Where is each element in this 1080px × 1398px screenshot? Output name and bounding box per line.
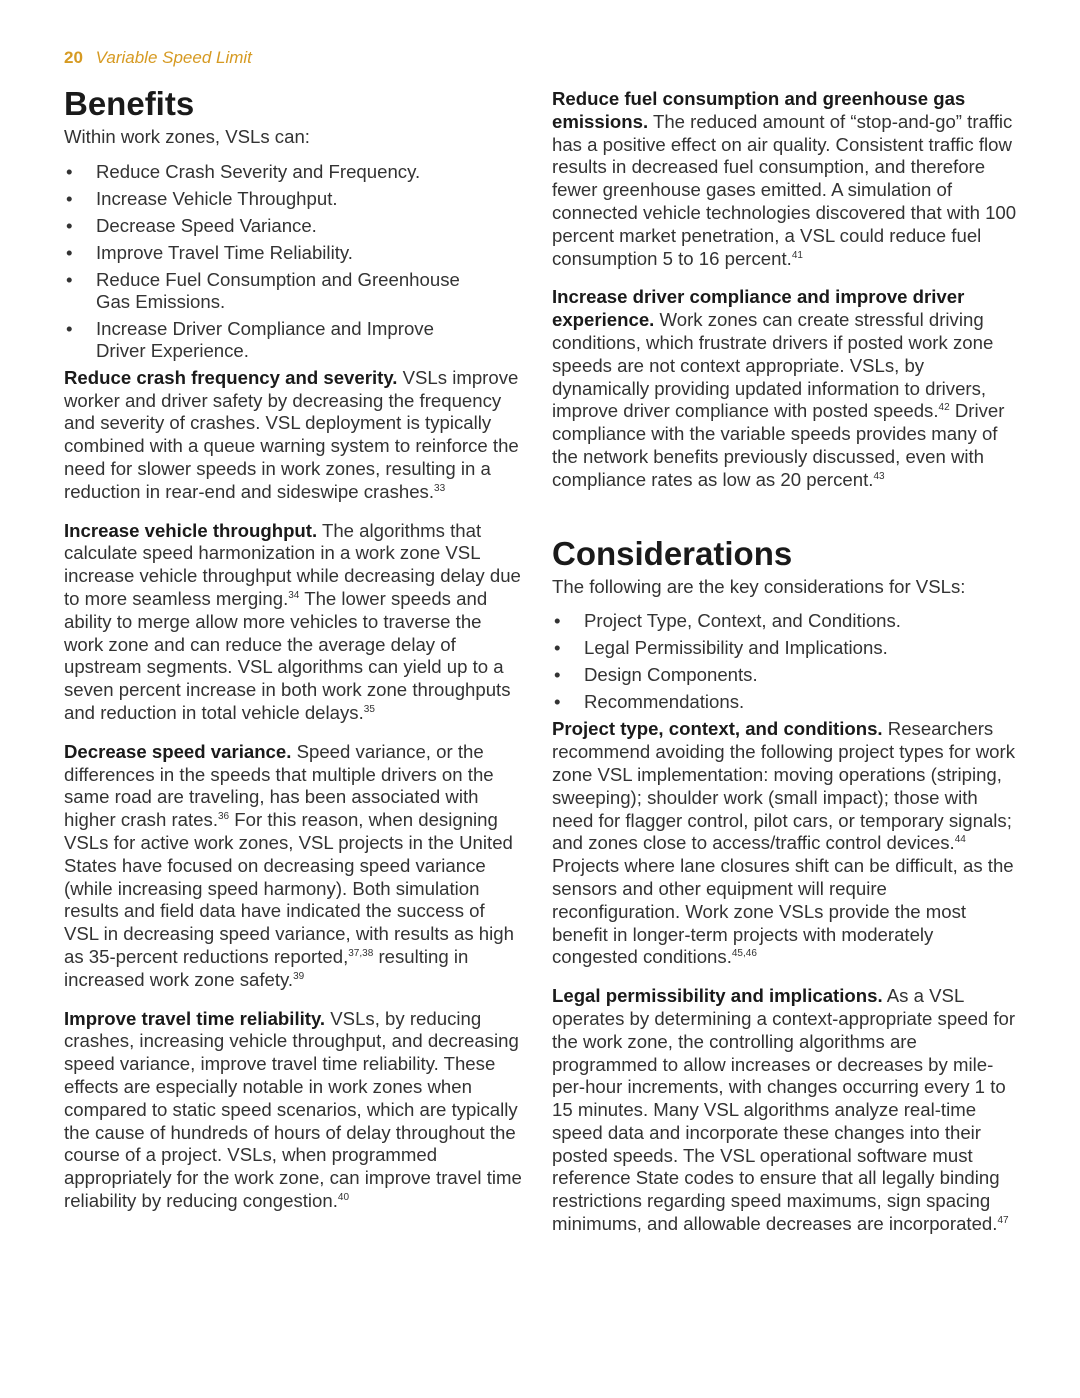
page-number: 20 — [64, 48, 83, 67]
fuel-lead: Reduce fuel consumption and greenhouse gas emissions. — [552, 88, 966, 132]
footnote-ref: 42 — [938, 402, 950, 414]
bullet-icon: • — [66, 160, 73, 182]
list-item: • Decrease Speed Variance. — [66, 214, 317, 236]
bullet-icon: • — [66, 317, 73, 339]
crash-paragraph: Reduce crash frequency and severity. VSLs improve worker and driver safety by decreasing the frequency and severity of crashes. VSL deployment is typically combined with a queue warning system to reinforce the need for slower speeds in work zones, resulting in a reduction in rear-end and sideswipe crashes.$^{33}$ — [64, 366, 519, 502]
list-item: • Reduce Fuel Consumption and Greenhouse Gas Emissions. — [66, 268, 460, 312]
legal-paragraph: Legal permissibility and implications. As a VSL operates by determining a context-appropriate speed for the work zone, the controlling algorithms are programmed to allow increases or decreases by mile-per-hour increments, with changes occurring every 1 to 15 minutes. Many VSL algorithms analyze real-time speed data and incorporate these changes into their posted speeds. The VSL operational software must reference State codes to ensure that all legally binding restrictions regarding speed maximums, sign spacing minimums, and allowable decreases are incorporated.$^{47}$ — [552, 985, 1016, 1235]
crash-lead: Reduce crash frequency and severity. — [64, 366, 398, 388]
reliability-lead: Improve travel time reliability. — [64, 1007, 326, 1029]
throughput-paragraph: Increase vehicle throughput. The algorithms that calculate speed harmonization in a work zone VSL increase vehicle throughput while decreasing delay due to more seamless merging.$^{34}$ The lower speeds and ability to merge allow more vehicles to traverse the work zone and can reduce the average delay of upstream segments. VSL algorithms can yield up to a seven percent increase in both work zone throughputs and reduction in total vehicle delays.$^{35}$ — [64, 519, 521, 723]
footnote-ref: 47 — [997, 1214, 1009, 1226]
variance-lead: Decrease speed variance. — [64, 740, 292, 762]
project-lead: Project type, context, and conditions. — [552, 718, 883, 740]
considerations-bullet-list — [552, 610, 1018, 713]
compliance-paragraph: Increase driver compliance and improve driver experience. Work zones can create stressful driving conditions, which frustrate drivers if posted work zone speeds are not context appropriate. VSLs, by dynamically providing updated information to drivers, improve driver compliance with posted speeds.$^{42}$ Driver compliance with the variable speeds provides many of the network benefits previously discussed, even with compliance rates as low as 20 percent.$^{43}$ — [552, 286, 1005, 490]
running-title: Variable Speed Limit — [95, 48, 252, 67]
compliance-lead: Increase driver compliance and improve driver experience. — [552, 286, 965, 331]
bullet-icon: • — [554, 637, 561, 659]
bullet-icon: • — [66, 268, 73, 290]
list-item: • Legal Permissibility and Implications. — [554, 637, 888, 659]
list-item: • Improve Travel Time Reliability. — [66, 241, 353, 263]
bullet-icon: • — [66, 214, 73, 236]
list-item: • Project Type, Context, and Conditions. — [554, 610, 901, 632]
list-item: • Increase Driver Compliance and Improve Driver Experience. — [66, 317, 434, 361]
throughput-lead: Increase vehicle throughput. — [64, 519, 318, 541]
running-header — [64, 46, 252, 70]
bullet-icon: • — [554, 664, 561, 686]
legal-lead: Legal permissibility and implications. — [552, 985, 883, 1007]
footnote-ref: 44 — [954, 834, 966, 846]
bullet-icon: • — [554, 691, 561, 713]
footnote-ref: 37,38 — [348, 947, 374, 959]
benefits-heading: Benefits — [64, 85, 195, 122]
list-item: • Design Components. — [554, 664, 758, 686]
fuel-paragraph: Reduce fuel consumption and greenhouse gas emissions. The reduced amount of “stop-and-go” traffic has a positive effect on air quality. Consistent traffic flow results in decreased fuel consumption, and therefore fewer greenhouse gases emitted. A simulation of connected vehicle technologies discovered that with 100 percent market penetration, a VSL could reduce fuel consumption 5 to 16 percent.$^{41}$ — [552, 88, 1017, 269]
considerations-section — [552, 534, 1018, 1236]
footnote-ref: 36 — [218, 810, 230, 822]
footnote-ref: 41 — [791, 249, 803, 261]
footnote-ref: 43 — [873, 470, 885, 482]
footnote-ref: 33 — [434, 482, 446, 494]
footnote-ref: 34 — [288, 589, 300, 601]
list-item: • Recommendations. — [554, 691, 745, 713]
considerations-intro: The following are the key considerations for VSLs: — [552, 575, 966, 597]
bullet-icon: • — [66, 187, 73, 209]
footnote-ref: 39 — [293, 970, 305, 982]
project-paragraph: Project type, context, and conditions. Researchers recommend avoiding the following project types for work zone VSL implementation: moving operations (striping, sweeping); shoulder work (small impact); those with need for flagger control, pilot cars, or temporary signals; and zones close to access/traffic control devices.$^{44}$ Projects where lane closures shift can be difficult, as the sensors and other equipment will require reconfiguration. Work zone VSLs provide the most benefit in longer-term projects with moderately congested conditions.$^{45,46}$ — [552, 718, 1016, 968]
footnote-ref: 35 — [363, 703, 375, 715]
list-item: • Reduce Crash Severity and Frequency. — [66, 160, 421, 182]
footnote-ref: 45,46 — [731, 948, 757, 960]
footnote-ref: 40 — [337, 1191, 350, 1203]
reliability-paragraph: Improve travel time reliability. VSLs, by reducing crashes, increasing vehicle throughput, and decreasing speed variance, improve travel time reliability. These effects are especially notable in work zones when compared to static speed scenarios, which are typically the cause of hundreds of hours of delay throughout the course of a project. VSLs, when programmed appropriately for the work zone, can improve travel time reliability by reducing congestion.$^{40}$ — [64, 1007, 522, 1211]
right-column — [552, 88, 1018, 1252]
considerations-heading: Considerations — [552, 534, 793, 572]
bullet-icon: • — [554, 610, 561, 632]
list-item: • Increase Vehicle Throughput. — [66, 187, 338, 209]
benefits-bullet-list — [64, 161, 524, 362]
variance-paragraph: Decrease speed variance. Speed variance, or the differences in the speeds that multiple drivers on the same road are traveling, has been associated with higher crash rates.$^{36}$ For this reason, when designing VSLs for active work zones, VSL projects in the United States have focused on decreasing speed variance (while increasing speed harmony). Both simulation results and field data have indicated the success of VSL in decreasing speed variance, with results as high as 35-percent reductions reported,$^{37,38}$ resulting in increased work zone safety.$^{39}$ — [64, 740, 514, 990]
left-column — [64, 84, 524, 1229]
benefits-intro: Within work zones, VSLs can: — [64, 126, 310, 147]
bullet-icon: • — [66, 241, 73, 263]
